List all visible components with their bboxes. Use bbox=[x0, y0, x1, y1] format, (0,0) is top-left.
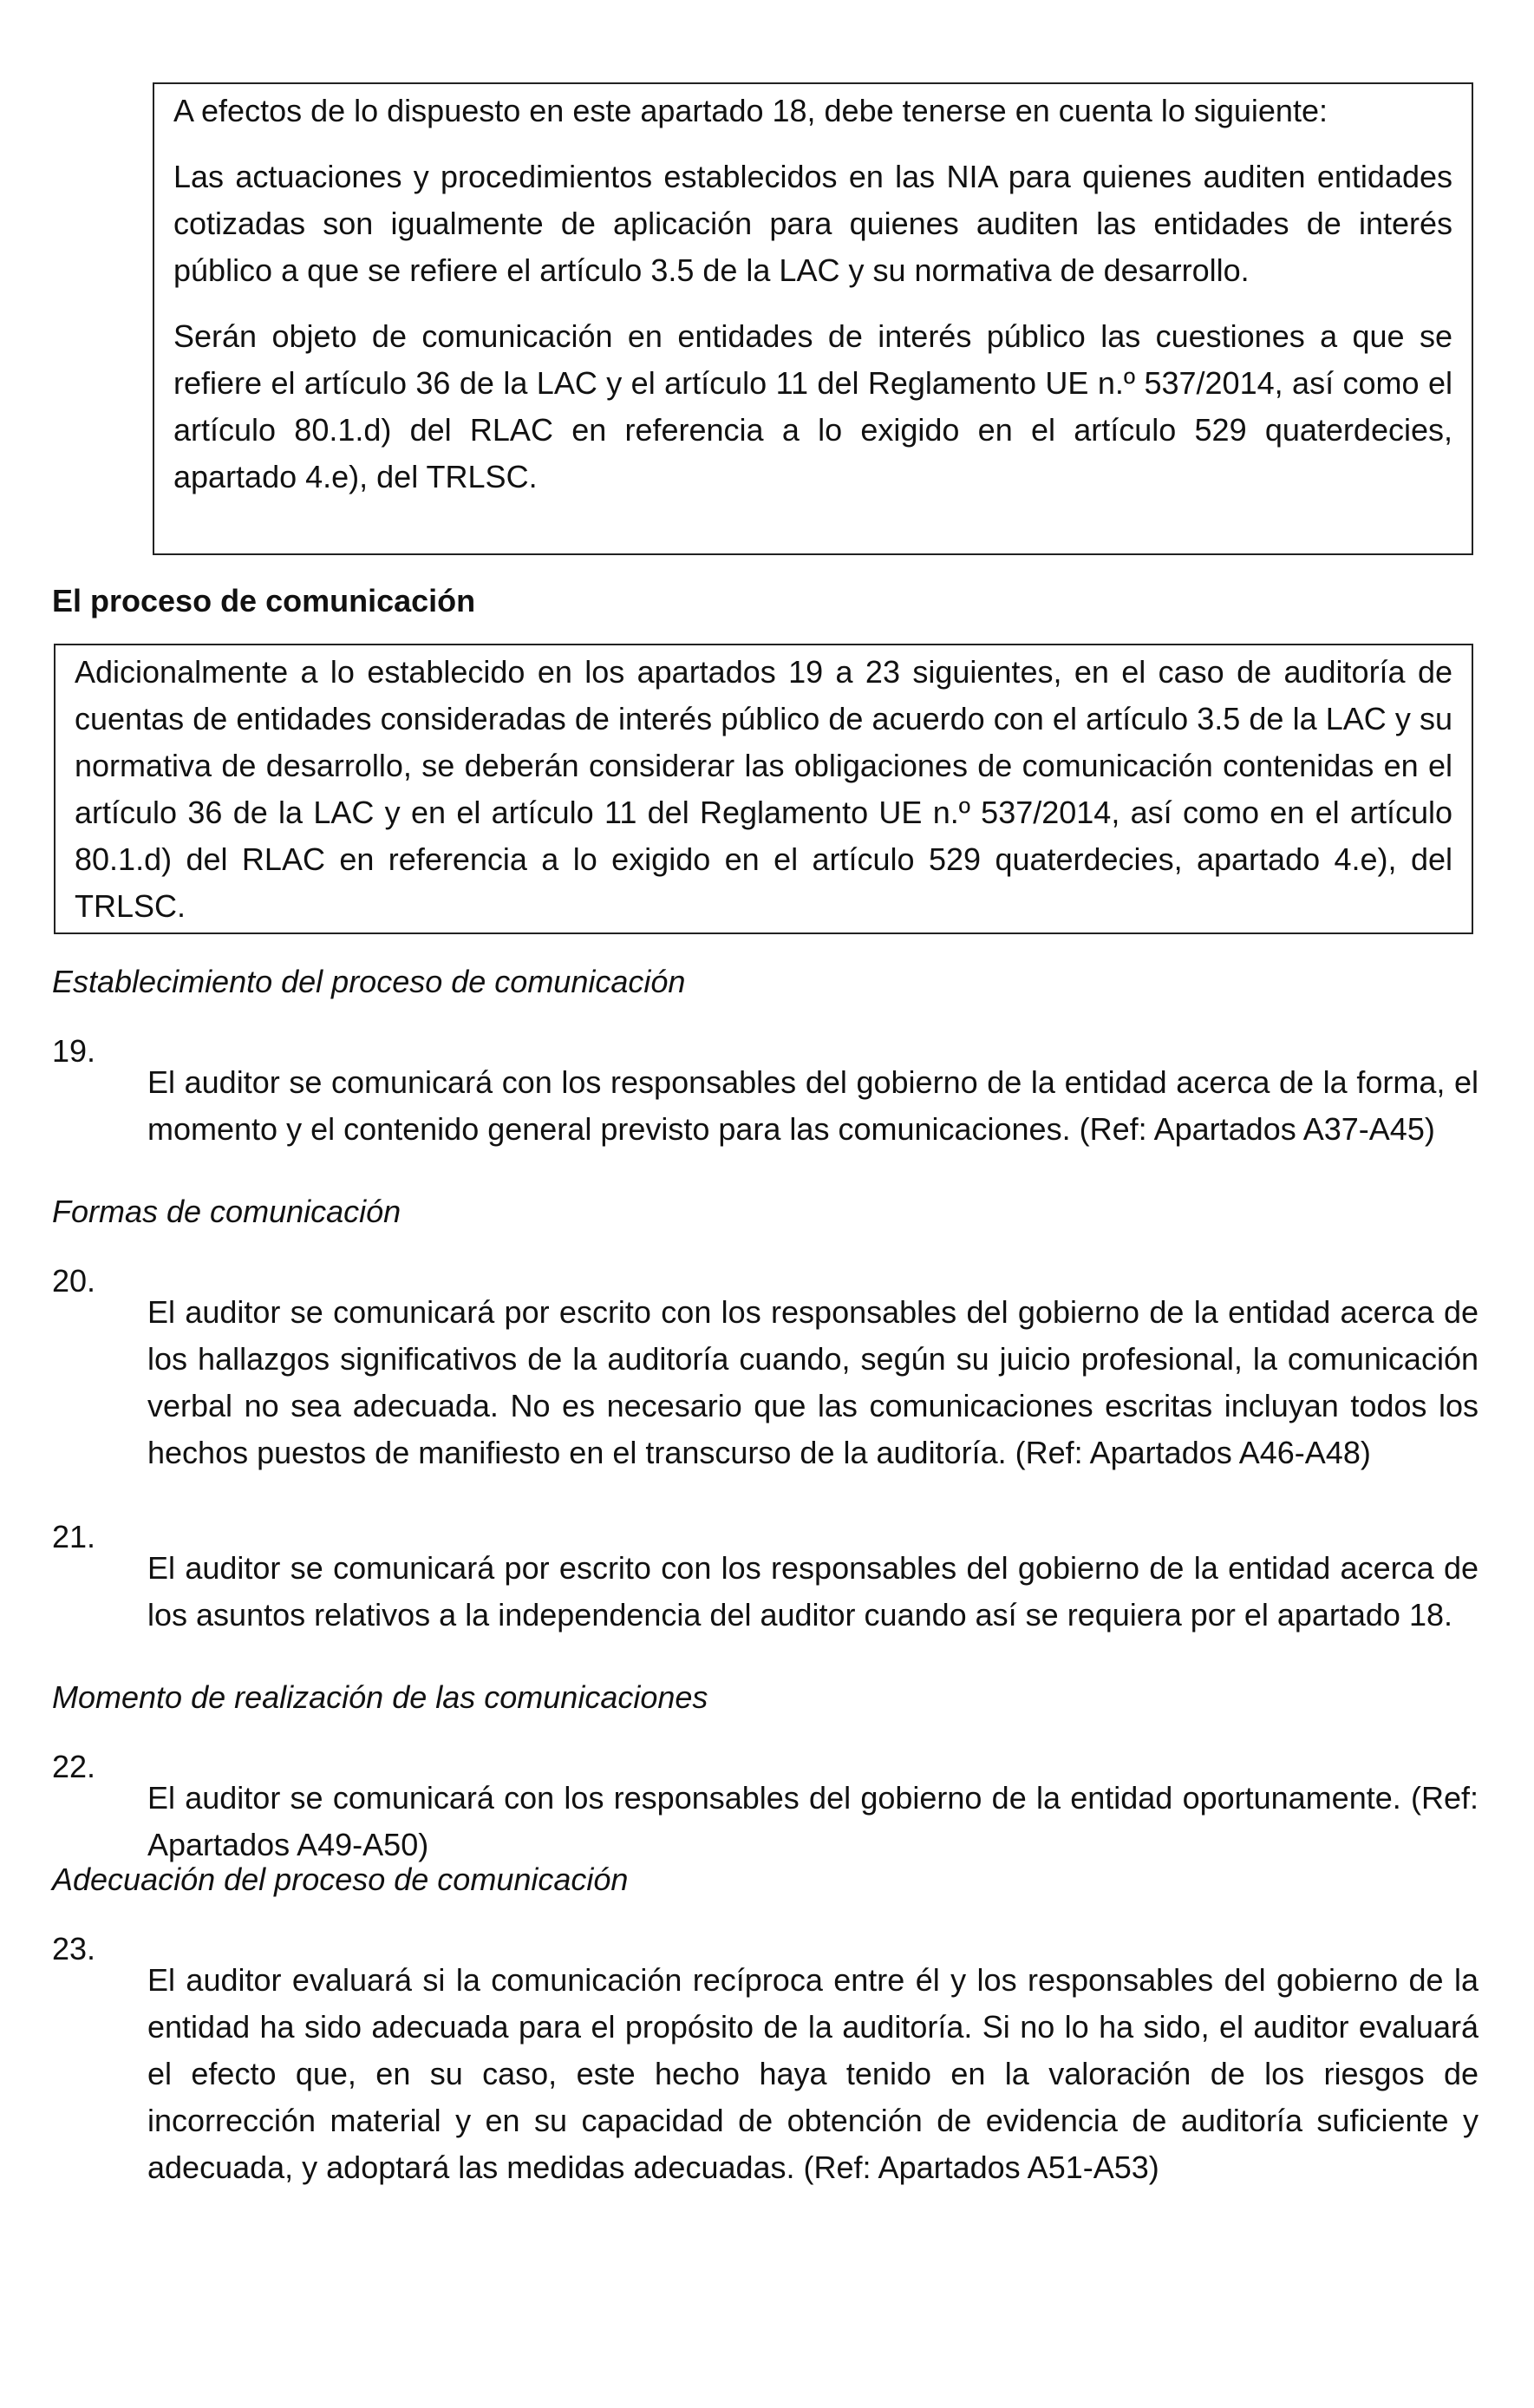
paragraph-text: El auditor evaluará si la comunicación recíproca entre él y los responsables del gobierno de la entidad ha sido adecuada para el propósito de la auditoría. Si no lo ha sido, el auditor evaluará el efecto que, en su caso, este hecho haya tenido en la valoración de los riesgos de incorrección material y en su capacidad de obtención de evidencia de auditoría suficiente y adecuada, y adoptará las medidas adecuadas. (Ref: Apartados A51-A53) bbox=[147, 1962, 1479, 2185]
subheading-establecimiento: Establecimiento del proceso de comunicación bbox=[52, 964, 686, 999]
paragraph-text: El auditor se comunicará por escrito con los responsables del gobierno de la entidad acerca de los hallazgos significativos de la auditoría cuando, según su juicio profesional, la comunicación verbal no sea adecuada. No es necesario que las comunicaciones escritas incluyan todos los hechos puestos de manifiesto en el transcurso de la auditoría. (Ref: Apartados A46-A48) bbox=[147, 1294, 1479, 1470]
paragraph-21 bbox=[52, 1514, 1479, 1670]
eip-note-intro: A efectos de lo dispuesto en este apartado 18, debe tenerse en cuenta lo siguiente: bbox=[173, 93, 1328, 128]
paragraph-20 bbox=[52, 1258, 1479, 1508]
subheading-formas: Formas de comunicación bbox=[52, 1194, 401, 1229]
eip-note-proceso-text: Adicionalmente a lo establecido en los apartados 19 a 23 siguientes, en el caso de auditoría de cuentas de entidades consideradas de interés público de acuerdo con el artículo 3.5 de la LAC y su normativa de desarrollo, se deberán considerar las obligaciones de comunicación contenidas en el artículo 36 de la LAC y en el artículo 11 del Reglamento UE n.º 537/2014, así como en el artículo 80.1.d) del RLAC en referencia a lo exigido en el artículo 529 quaterdecies, apartado 4.e), del TRLSC. bbox=[75, 654, 1452, 924]
paragraph-number: 20. bbox=[52, 1263, 96, 1299]
subheading-momento: Momento de realización de las comunicaciones bbox=[52, 1679, 708, 1715]
paragraph-number: 22. bbox=[52, 1749, 96, 1784]
eip-note-paragraph-1: Las actuaciones y procedimientos establecidos en las NIA para quienes auditen entidades cotizadas son igualmente de aplicación para quienes auditen las entidades de interés público a que se refiere el artículo 3.5 de la LAC y su normativa de desarrollo. bbox=[173, 159, 1452, 288]
paragraph-number: 19. bbox=[52, 1033, 96, 1069]
paragraph-number: 23. bbox=[52, 1931, 96, 1966]
paragraph-23 bbox=[52, 1926, 1479, 2222]
paragraph-number: 21. bbox=[52, 1519, 96, 1554]
paragraph-text: El auditor se comunicará con los responsables del gobierno de la entidad oportunamente. (Ref: Apartados A49-A50) bbox=[147, 1780, 1479, 1862]
eip-note-box-apartado-18 bbox=[153, 82, 1473, 555]
eip-note-paragraph-2: Serán objeto de comunicación en entidades de interés público las cuestiones a que se refiere el artículo 36 de la LAC y el artículo 11 del Reglamento UE n.º 537/2014, así como el artículo 80.1.d) del RLAC en referencia a lo exigido en el artículo 529 quaterdecies, apartado 4.e), del TRLSC. bbox=[173, 318, 1452, 494]
section-heading: El proceso de comunicación bbox=[52, 583, 476, 618]
subheading-adecuacion: Adecuación del proceso de comunicación bbox=[52, 1862, 629, 1897]
paragraph-text: El auditor se comunicará por escrito con los responsables del gobierno de la entidad acerca de los asuntos relativos a la independencia del auditor cuando así se requiera por el apartado 18. bbox=[147, 1550, 1479, 1633]
paragraph-19 bbox=[52, 1028, 1479, 1184]
paragraph-text: El auditor se comunicará con los responsables del gobierno de la entidad acerca de la forma, el momento y el contenido general previsto para las comunicaciones. (Ref: Apartados A37-A45) bbox=[147, 1064, 1479, 1147]
eip-note-box-proceso bbox=[54, 644, 1473, 934]
